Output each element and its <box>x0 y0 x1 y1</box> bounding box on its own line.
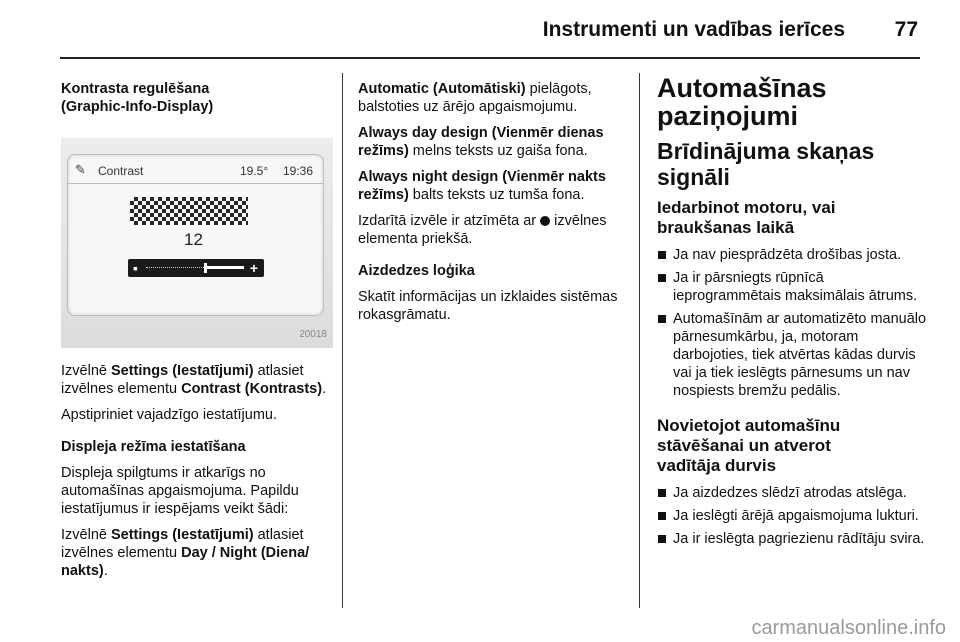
column-divider-2 <box>639 73 640 608</box>
paragraph-ignition-logic: Skatīt informācijas un izklaides sistēmas rokasgrāmatu. <box>358 289 618 323</box>
page-header-title: Instrumenti un vadības ierīces <box>542 18 845 41</box>
contrast-slider <box>128 259 264 277</box>
heading-starting-driving: Iedarbinot motoru, vai braukšanas laikā <box>657 198 836 237</box>
list-parking <box>657 484 927 548</box>
slider-track <box>146 267 206 269</box>
display-topbar <box>68 155 323 184</box>
watermark: carmanualsonline.info <box>751 617 946 639</box>
section-heading-contrast: Kontrasta regulēšana (Graphic-Info-Display) <box>61 81 214 115</box>
list-starting-driving <box>657 246 927 400</box>
display-time: 19:36 <box>283 164 314 178</box>
option-always-night: Always night design (Vienmēr nakts režīms) balts teksts uz tumša fona. <box>358 169 606 203</box>
heading-parking: Novietojot automašīnu stāvēšanai un atverot vadītāja durvis <box>657 416 841 475</box>
contrast-icon: ✎ <box>75 162 86 177</box>
list-item: Ja ir pārsniegts rūpnīcā ieprogrammētais maksimālais ātrums. <box>657 269 927 305</box>
paragraph-display-brightness: Displeja spilgtums ir atkarīgs no automašīnas apgaismojuma. Papildu iestatījumus ir iespējams veikt šādi: <box>61 465 299 517</box>
column-1 <box>61 80 331 588</box>
contrast-display-figure <box>61 138 333 348</box>
header-divider <box>60 57 920 59</box>
selected-dot-icon <box>540 216 550 226</box>
plus-icon: + <box>249 260 258 276</box>
display-label: Contrast <box>98 164 144 178</box>
option-always-day: Always day design (Vienmēr dienas režīms) melns teksts uz gaiša fona. <box>358 125 604 159</box>
contrast-value: 12 <box>184 230 203 249</box>
display-temperature: 19.5° <box>240 164 269 178</box>
paragraph-selection-marker: Izdarītā izvēle ir atzīmēta ar izvēlnes elementa priekšā. <box>358 213 607 247</box>
paragraph-day-night-instructions: Izvēlnē Settings (Iestatījumi) atlasiet izvēlnes elementu Day / Night (Diena/ nakts). <box>61 527 310 579</box>
list-item: Ja aizdedzes slēdzī atrodas atslēga. <box>657 484 927 502</box>
section-title-vehicle-messages: Automašīnas paziņojumi <box>657 73 827 131</box>
section-heading-ignition-logic: Aizdedzes loģika <box>358 263 475 279</box>
section-subtitle-warning-chimes: Brīdinājuma skaņas signāli <box>657 138 875 190</box>
display-screen <box>67 154 324 316</box>
paragraph-confirm: Apstipriniet vajadzīgo iestatījumu. <box>61 407 277 423</box>
list-item: Ja ieslēgti ārējā apgaismojuma lukturi. <box>657 507 927 525</box>
section-heading-display-mode: Displeja režīma iestatīšana <box>61 439 246 455</box>
slider-fill <box>206 266 244 269</box>
figure-id: 20018 <box>299 329 327 340</box>
contrast-pattern <box>130 197 248 225</box>
option-automatic: Automatic (Automātiski) pielāgots, balstoties uz ārējo apgaismojumu. <box>358 81 592 115</box>
page-number: 77 <box>894 18 918 41</box>
list-item: Ja nav piesprādzēta drošības josta. <box>657 246 927 264</box>
column-2 <box>358 80 623 332</box>
column-divider-1 <box>342 73 343 608</box>
minus-icon: ▪ <box>133 260 138 276</box>
list-item: Ja ir ieslēgta pagriezienu rādītāju svira. <box>657 530 927 548</box>
list-item: Automašīnām ar automatizēto manuālo pārnesumkārbu, ja, motoram darbojoties, tiek atvērtas kādas durvis vai ja tiek ieslēgts pārnesums un nav nospiests bremžu pedālis. <box>657 310 927 400</box>
paragraph-contrast-instructions: Izvēlnē Settings (Iestatījumi) atlasiet izvēlnes elementu Contrast (Kontrasts). <box>61 363 327 397</box>
column-3 <box>657 74 927 556</box>
